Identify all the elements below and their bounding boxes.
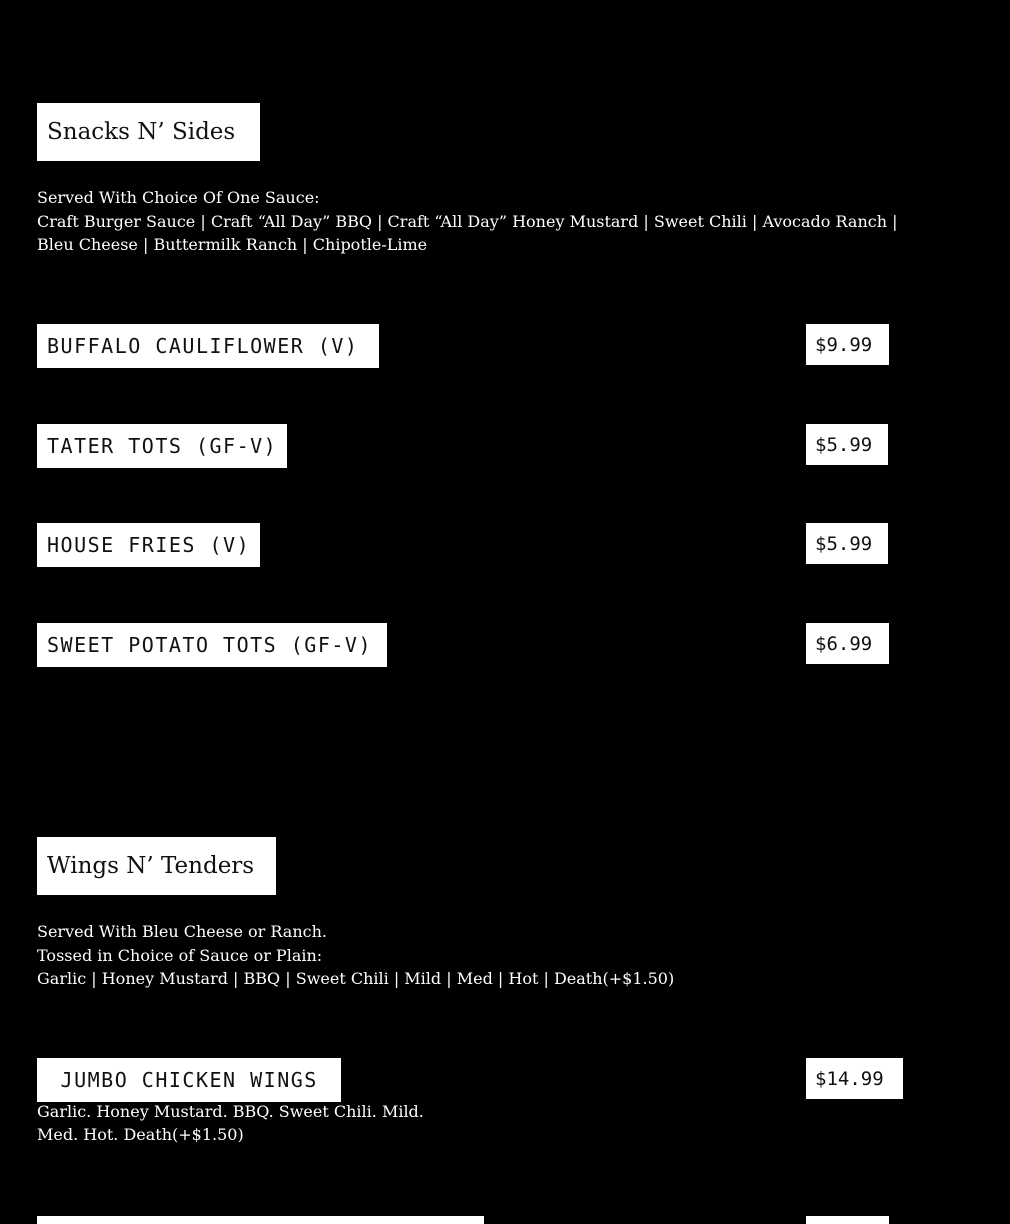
menu-item-price-buffalo-cauliflower: $9.99 bbox=[806, 324, 889, 365]
section-description-wings-n-tenders bbox=[37, 920, 987, 991]
menu-item-price-next-cutoff bbox=[806, 1216, 889, 1224]
description-line: Med. Hot. Death(+$1.50) bbox=[37, 1125, 244, 1144]
menu-item-buffalo-cauliflower: BUFFALO CAULIFLOWER (V) bbox=[37, 324, 379, 368]
menu-item-tater-tots: TATER TOTS (GF-V) bbox=[37, 424, 287, 468]
description-line: Craft Burger Sauce | Craft “All Day” BBQ | Craft “All Day” Honey Mustard | Sweet Chili | Avocado Ranch | bbox=[37, 211, 898, 231]
section-title-snacks-n-sides: Snacks N’ Sides bbox=[37, 103, 260, 161]
menu-item-house-fries: HOUSE FRIES (V) bbox=[37, 523, 260, 567]
menu-item-next-cutoff bbox=[37, 1216, 484, 1224]
menu-item-price-jumbo-chicken-wings: $14.99 bbox=[806, 1058, 903, 1099]
menu-item-price-sweet-potato-tots: $6.99 bbox=[806, 623, 889, 664]
description-line: Tossed in Choice of Sauce or Plain: bbox=[37, 945, 323, 965]
section-description-snacks-n-sides bbox=[37, 186, 987, 257]
menu-item-price-tater-tots: $5.99 bbox=[806, 424, 888, 465]
menu-item-description-jumbo-chicken-wings bbox=[37, 1100, 424, 1146]
description-line: Bleu Cheese | Buttermilk Ranch | Chipotle-Lime bbox=[37, 235, 428, 254]
description-line: Served With Bleu Cheese or Ranch. bbox=[37, 922, 327, 941]
description-line: Garlic. Honey Mustard. BBQ. Sweet Chili. Mild. bbox=[37, 1102, 424, 1121]
description-line: Garlic | Honey Mustard | BBQ | Sweet Chili | Mild | Med | Hot | Death(+$1.50) bbox=[37, 969, 675, 988]
menu-item-jumbo-chicken-wings: JUMBO CHICKEN WINGS bbox=[37, 1058, 341, 1102]
menu-item-price-house-fries: $5.99 bbox=[806, 523, 888, 564]
description-line: Served With Choice Of One Sauce: bbox=[37, 188, 320, 207]
section-title-wings-n-tenders: Wings N’ Tenders bbox=[37, 837, 276, 895]
menu-item-sweet-potato-tots: SWEET POTATO TOTS (GF-V) bbox=[37, 623, 387, 667]
